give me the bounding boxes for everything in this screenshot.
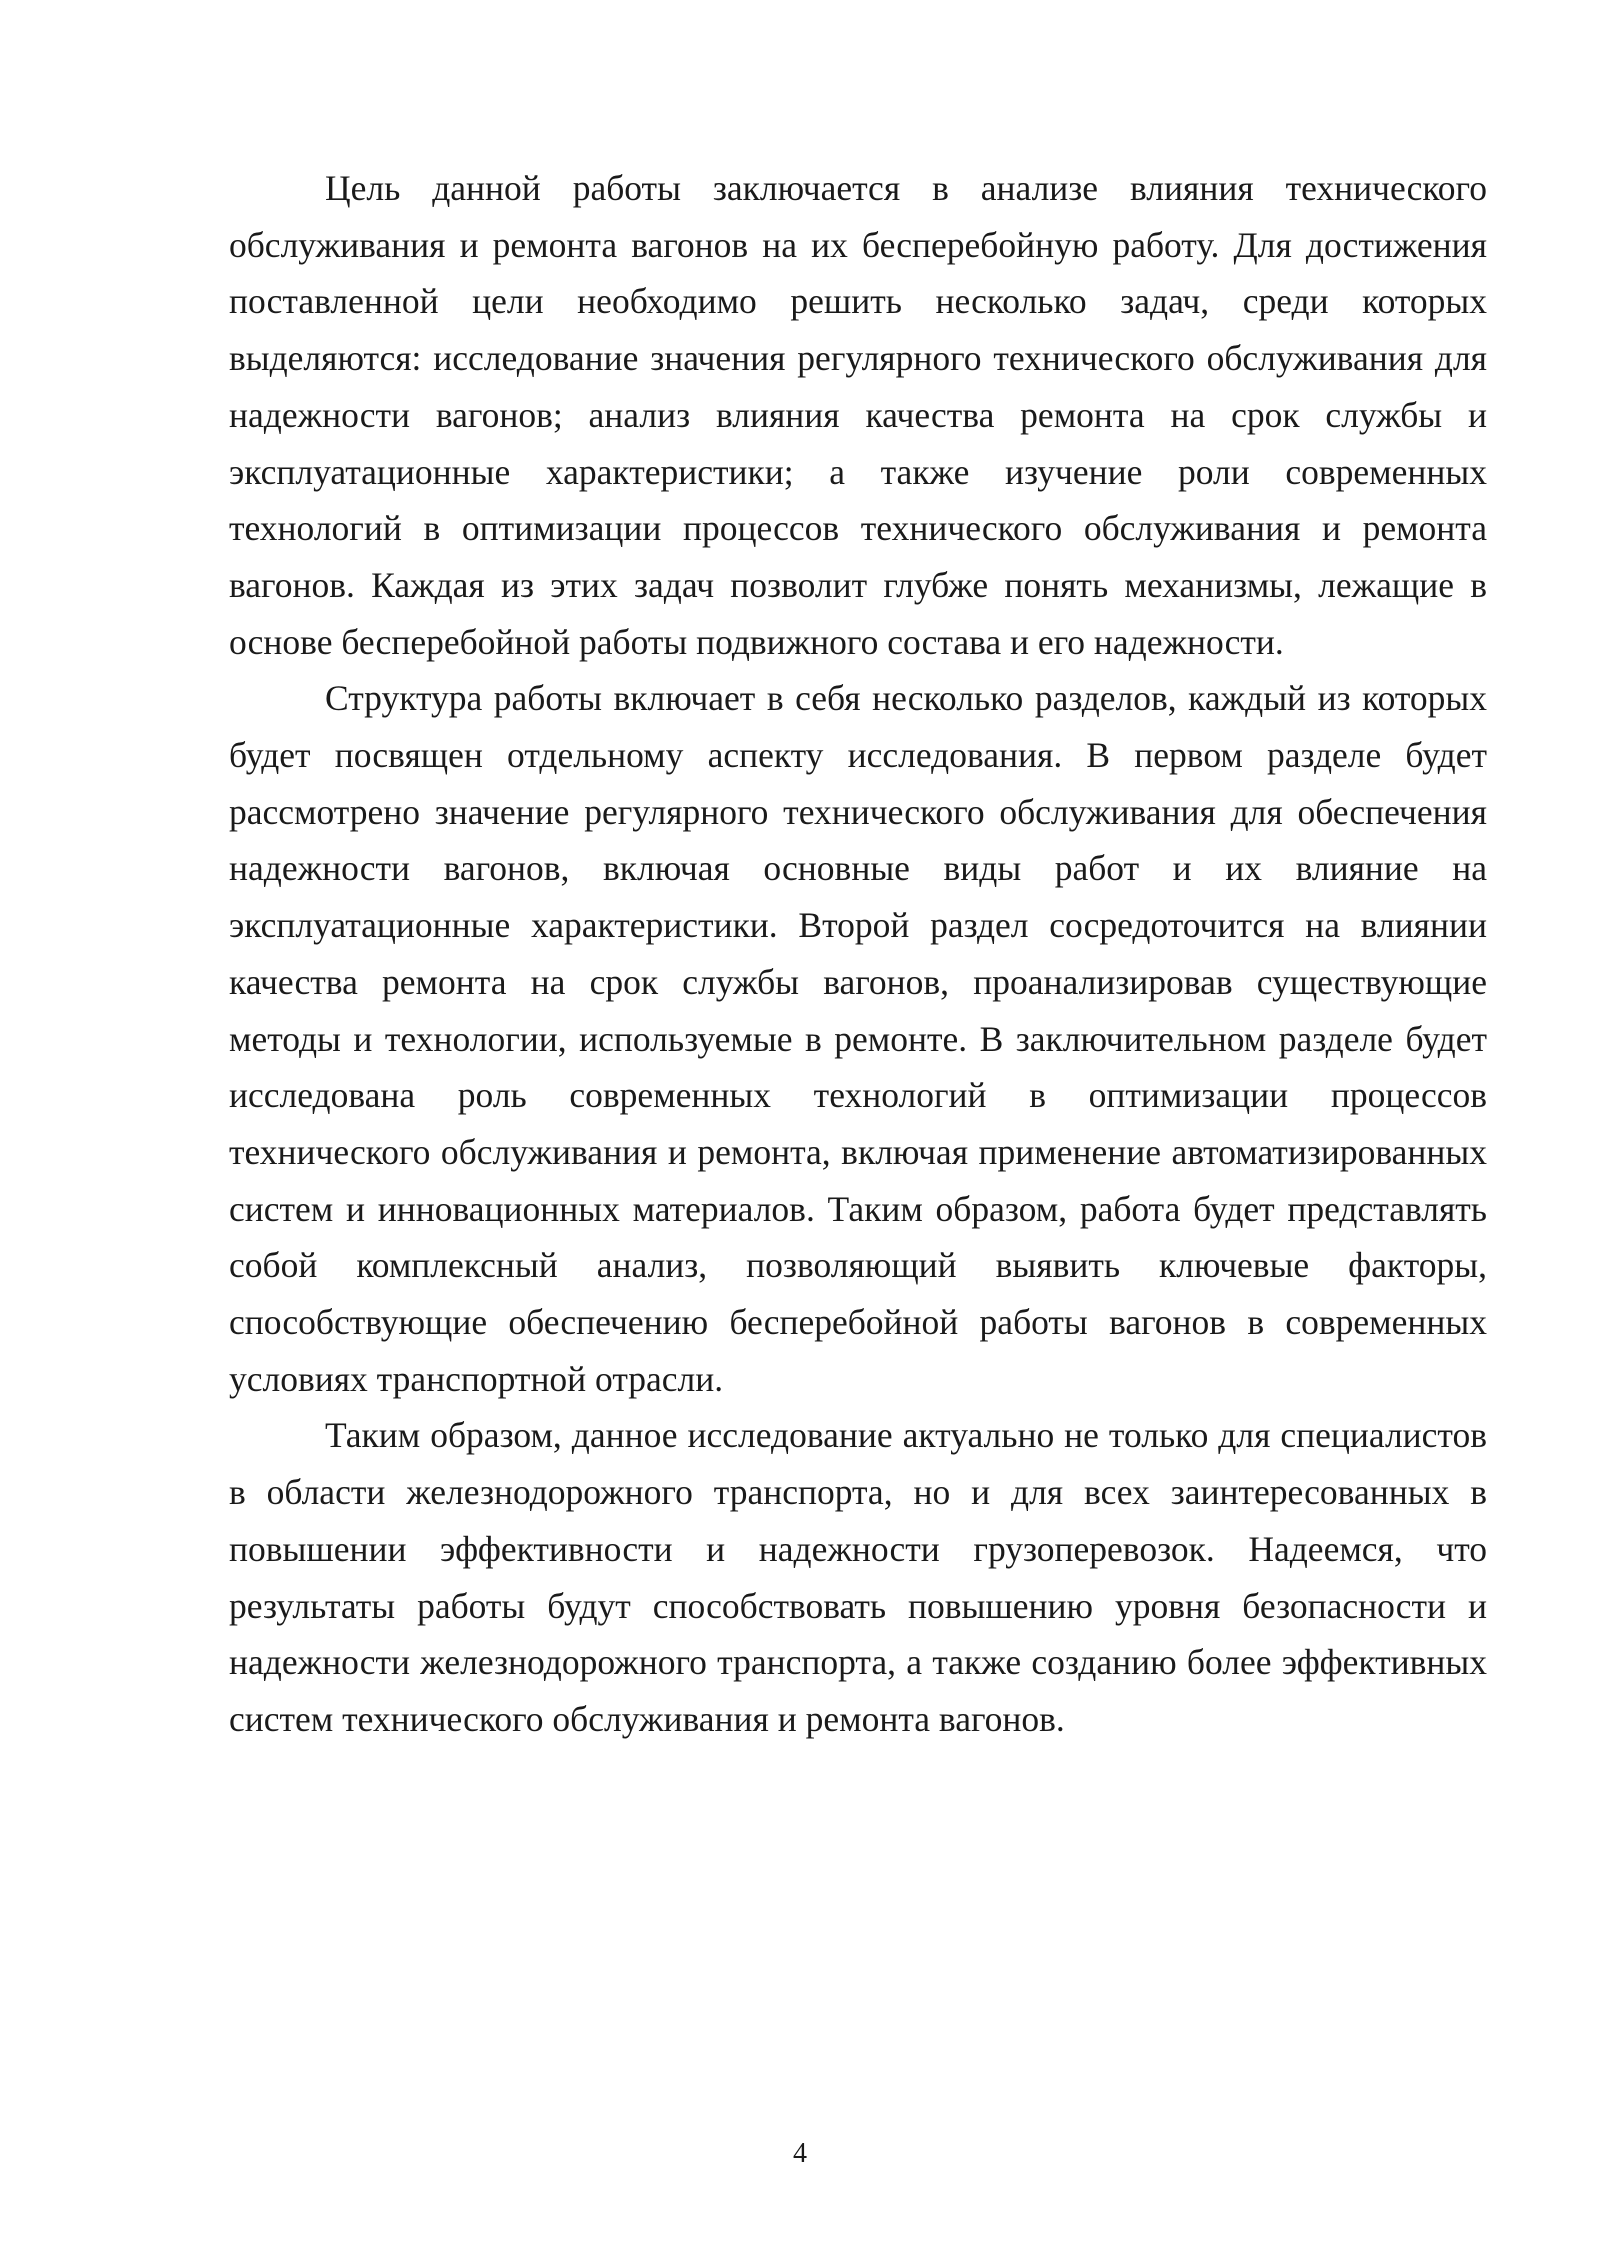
body-text: [229, 160, 1487, 1748]
paragraph-structure: Структура работы включает в себя несколько разделов, каждый из которых будет посвящен отдельному аспекту исследования. В первом разделе будет рассмотрено значение регулярного технического обслуживания для обеспечения надежности вагонов, включая основные виды работ и их влияние на эксплуатационные характеристики. Второй раздел сосредоточится на влиянии качества ремонта на срок службы вагонов, проанализировав существующие методы и технологии, используемые в ремонте. В заключительном разделе будет исследована роль современных технологий в оптимизации процессов технического обслуживания и ремонта, включая применение автоматизированных систем и инновационных материалов. Таким образом, работа будет представлять собой комплексный анализ, позволяющий выявить ключевые факторы, способствующие обеспечению бесперебойной работы вагонов в современных условиях транспортной отрасли.: [229, 678, 1487, 1399]
paragraph-goal: Цель данной работы заключается в анализе влияния технического обслуживания и ремонта вагонов на их бесперебойную работу. Для достижения поставленной цели необходимо решить несколько задач, среди которых выделяются: исследование значения регулярного технического обслуживания для надежности вагонов; анализ влияния качества ремонта на срок службы и эксплуатационные характеристики; а также изучение роли современных технологий в оптимизации процессов технического обслуживания и ремонта вагонов. Каждая из этих задач позволит глубже понять механизмы, лежащие в основе бесперебойной работы подвижного состава и его надежности.: [229, 168, 1487, 662]
page-number: 4: [793, 2138, 807, 2169]
paragraph-conclusion: Таким образом, данное исследование актуально не только для специалистов в области железнодорожного транспорта, но и для всех заинтересованных в повышении эффективности и надежности грузоперевозок. Надеемся, что результаты работы будут способствовать повышению уровня безопасности и надежности железнодорожного транспорта, а также созданию более эффективных систем технического обслуживания и ремонта вагонов.: [229, 1415, 1487, 1739]
